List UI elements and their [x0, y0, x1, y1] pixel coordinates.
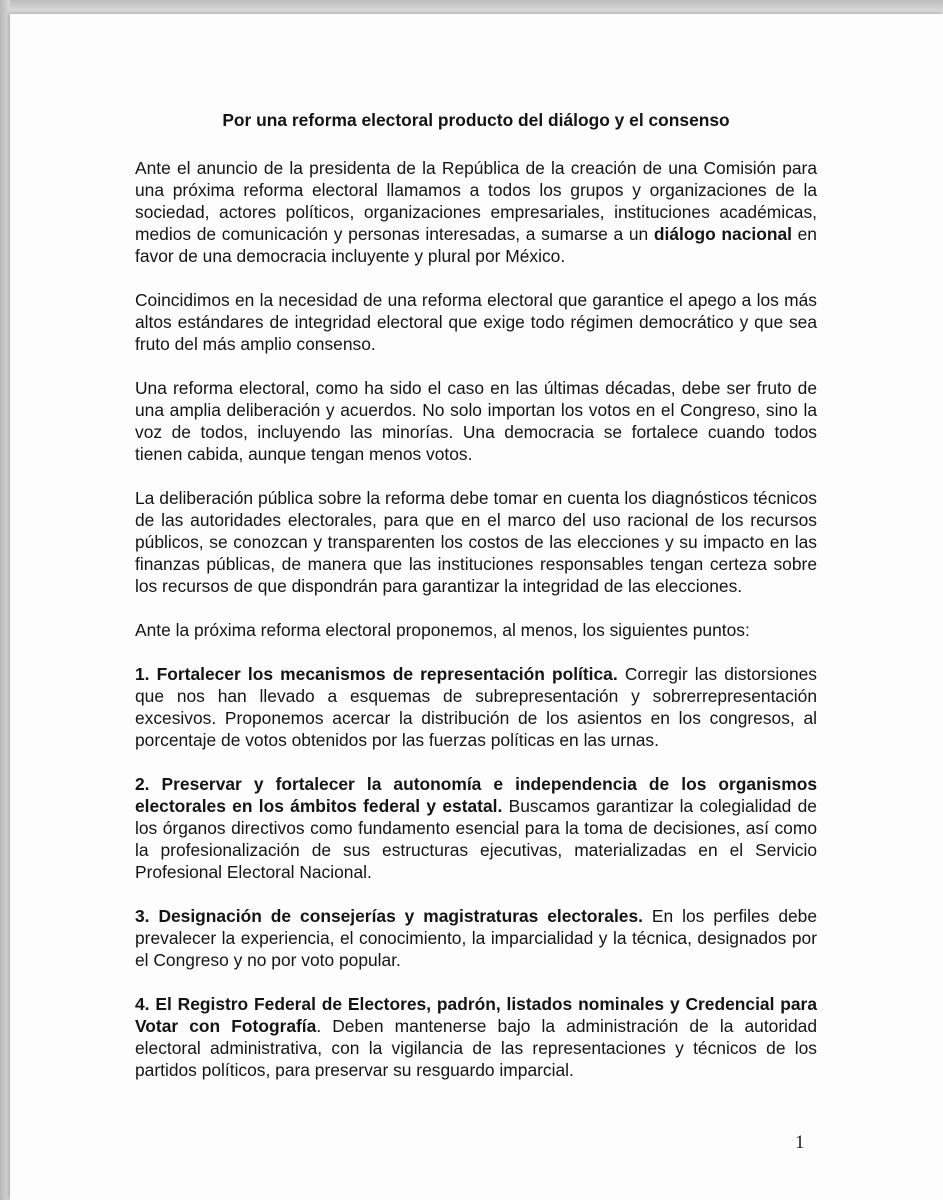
- paragraph-intro: [135, 157, 817, 267]
- point-3-heading: 3. Designación de consejerías y magistraturas electorales.: [135, 906, 643, 926]
- paragraph-intro-tail: en favor de una democracia incluyente y plural por México.: [135, 224, 817, 266]
- point-2-body: Buscamos garantizar la colegialidad de los órganos directivos como fundamento esencial para la toma de decisiones, así como la profesionalización de sus estructuras ejecutivas, materializadas en el Servicio Profesional Electoral Nacional.: [135, 796, 817, 882]
- document-page: [10, 14, 943, 1200]
- paragraph-puntos-intro: Ante la próxima reforma electoral proponemos, al menos, los siguientes puntos:: [135, 620, 750, 640]
- paragraph-intro-text: Ante el anuncio de la presidenta de la República de la creación de una Comisión para una próxima reforma electoral llamamos a todos los grupos y organizaciones de la sociedad, actores políticos, organizaciones empresariales, instituciones académicas, medios de comunicación y personas interesadas, a sumarse a un: [135, 158, 817, 244]
- point-1-body: Corregir las distorsiones que nos han llevado a esquemas de subrepresentación y sobrerrepresentación excesivos. Proponemos acercar la distribución de los asientos en los congresos, al porcentaje de votos obtenidos por las fuerzas políticas en las urnas.: [135, 664, 817, 750]
- paragraph-deliberacion: La deliberación pública sobre la reforma debe tomar en cuenta los diagnósticos técnicos de las autoridades electorales, para que en el marco del uso racional de los recursos públicos, se conozcan y transparenten los costos de las elecciones y su impacto en las finanzas públicas, de manera que las instituciones responsables tengan certeza sobre los recursos de que dispondrán para garantizar la integridad de las elecciones.: [135, 488, 817, 596]
- paragraph-coincidimos: Coincidimos en la necesidad de una reforma electoral que garantice el apego a los más altos estándares de integridad electoral que exige todo régimen democrático y que sea fruto del más amplio consenso.: [135, 290, 817, 354]
- page-number: 1: [795, 1132, 805, 1153]
- point-1: [135, 663, 817, 751]
- document-title: Por una reforma electoral producto del diálogo y el consenso: [222, 110, 730, 130]
- document-body: [135, 109, 817, 1103]
- point-4-heading: 4. El Registro Federal de Electores, padrón, listados nominales y Credencial para Votar con Fotografía: [135, 994, 817, 1036]
- point-1-heading: 1. Fortalecer los mecanismos de representación política.: [135, 664, 618, 684]
- paragraph-intro-bold: diálogo nacional: [653, 224, 792, 244]
- point-3-body: En los perfiles debe prevalecer la experiencia, el conocimiento, la imparcialidad y la técnica, designados por el Congreso y no por voto popular.: [135, 906, 818, 970]
- paragraph-reforma: Una reforma electoral, como ha sido el caso en las últimas décadas, debe ser fruto de una amplia deliberación y acuerdos. No solo importan los votos en el Congreso, sino la voz de todos, incluyendo las minorías. Una democracia se fortalece cuando todos tienen cabida, aunque tengan menos votos.: [135, 378, 817, 464]
- point-2-heading: 2. Preservar y fortalecer la autonomía e independencia de los organismos electorales en los ámbitos federal y estatal.: [135, 774, 817, 816]
- point-2: [135, 773, 817, 883]
- scan-edge-left: [0, 0, 10, 1200]
- scan-edge-top: [0, 0, 943, 14]
- point-4: [135, 993, 817, 1081]
- point-3: [135, 905, 817, 971]
- point-4-body: . Deben mantenerse bajo la administración de la autoridad electoral administrativa, con la vigilancia de las representaciones y técnicos de los partidos políticos, para preservar su resguardo imparcial.: [135, 1016, 817, 1080]
